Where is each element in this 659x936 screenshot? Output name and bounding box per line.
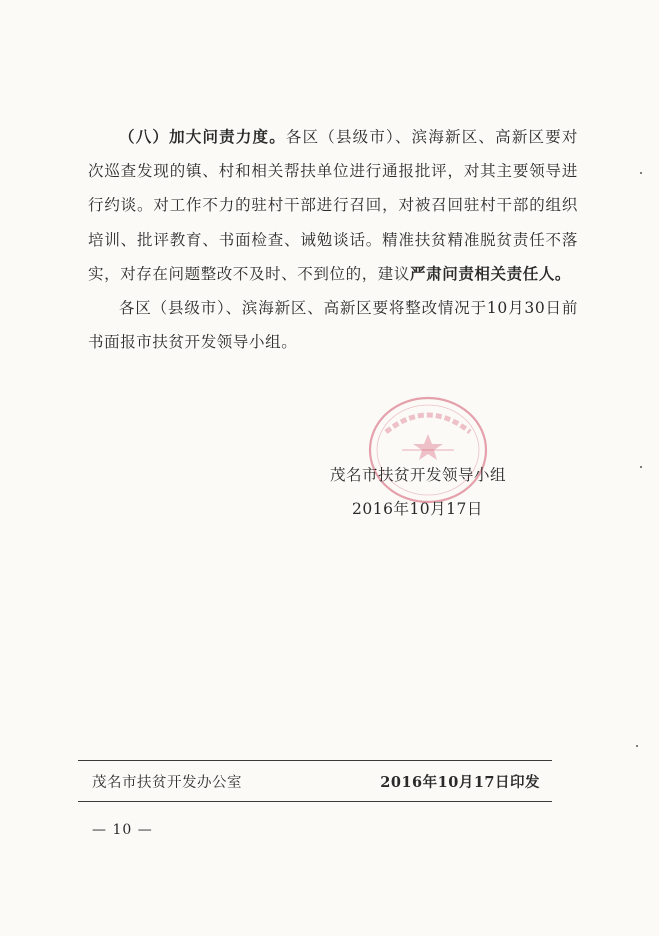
- signature-date: 2016年10月17日: [352, 500, 483, 518]
- scan-speck: [636, 745, 638, 747]
- paragraph-emphasis: 严肃问责相关责任人。: [410, 263, 572, 283]
- footer-row: [78, 761, 552, 801]
- footer-bottom-rule: [78, 801, 552, 802]
- paragraph-text: 各区（县级市）、滨海新区、高新区要对次巡查发现的镇、村和相关帮扶单位进行通报批评，对其主要领导进行约谈。对工作不力的驻村干部进行召回，对被召回驻村干部的组织培训、批评教育、书面检查、诫勉谈话。精准扶贫精准脱贫责任不落实，对存在问题整改不及时、不到位的，建议: [88, 128, 578, 283]
- footer-issue-date: 2016年10月17日印发: [380, 773, 540, 791]
- paragraph-rectification: 各区（县级市）、滨海新区、高新区要将整改情况于10月30日前书面报市扶贫开发领导小组。: [88, 299, 578, 352]
- page-number: — 10 —: [92, 822, 153, 838]
- scan-speck: [640, 466, 642, 468]
- footer-issuer: 茂名市扶贫开发办公室: [92, 774, 242, 791]
- paragraph-lead: （八）加大问责力度。: [119, 127, 286, 146]
- scan-speck: [640, 172, 642, 174]
- document-body: [88, 120, 578, 359]
- document-footer: [78, 760, 552, 802]
- paragraph-accountability: [88, 120, 578, 291]
- signature-block: [330, 458, 550, 526]
- signature-org: 茂名市扶贫开发领导小组: [330, 466, 507, 484]
